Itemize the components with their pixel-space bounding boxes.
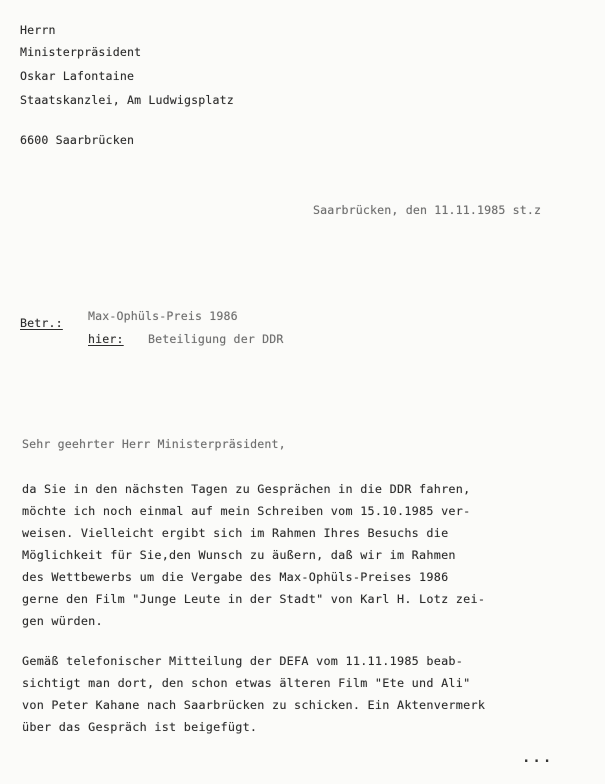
subject-label: Betr.: — [20, 316, 63, 330]
address-line-3: Oskar Lafontaine — [20, 69, 135, 83]
dateline: Saarbrücken, den 11.11.1985 st.z — [313, 203, 542, 217]
subject-sub-label: hier: — [88, 332, 124, 346]
paragraph1-line: Möglichkeit für Sie,den Wunsch zu äußern, daß wir im Rahmen — [22, 548, 456, 562]
paragraph1-line: weisen. Vielleicht ergibt sich im Rahmen Ihres Besuchs die — [22, 526, 449, 540]
subject-sub-text: Beteiligung der DDR — [148, 332, 284, 346]
paragraph2-line: Gemäß telefonischer Mitteilung der DEFA vom 11.11.1985 beab- — [22, 654, 464, 668]
paragraph1-line: da Sie in den nächsten Tagen zu Gesprächen in die DDR fahren, — [22, 482, 471, 496]
address-line-1: Herrn — [20, 23, 56, 37]
address-line-2: Ministerpräsident — [20, 45, 142, 59]
paragraph1-line: gerne den Film "Junge Leute in der Stadt" von Karl H. Lotz zei- — [22, 592, 486, 606]
paragraph1-line: gen würden. — [22, 614, 103, 628]
salutation: Sehr geehrter Herr Ministerpräsident, — [22, 437, 286, 451]
subject-text: Max-Ophüls-Preis 1986 — [88, 309, 238, 323]
paragraph2-line: über das Gespräch ist beigefügt. — [22, 720, 258, 734]
address-city: 6600 Saarbrücken — [20, 133, 135, 147]
paragraph1-line: möchte ich noch einmal auf mein Schreiben vom 15.10.1985 ver- — [22, 504, 471, 518]
paragraph2-line: sichtigt man dort, den schon etwas älteren Film "Ete und Ali" — [22, 676, 471, 690]
address-line-4: Staatskanzlei, Am Ludwigsplatz — [20, 93, 234, 107]
paragraph1-line: des Wettbewerbs um die Vergabe des Max-Ophüls-Preises 1986 — [22, 570, 449, 584]
paragraph2-line: von Peter Kahane nach Saarbrücken zu schicken. Ein Aktenvermerk — [22, 698, 486, 712]
continuation-marker: ... — [522, 750, 554, 766]
